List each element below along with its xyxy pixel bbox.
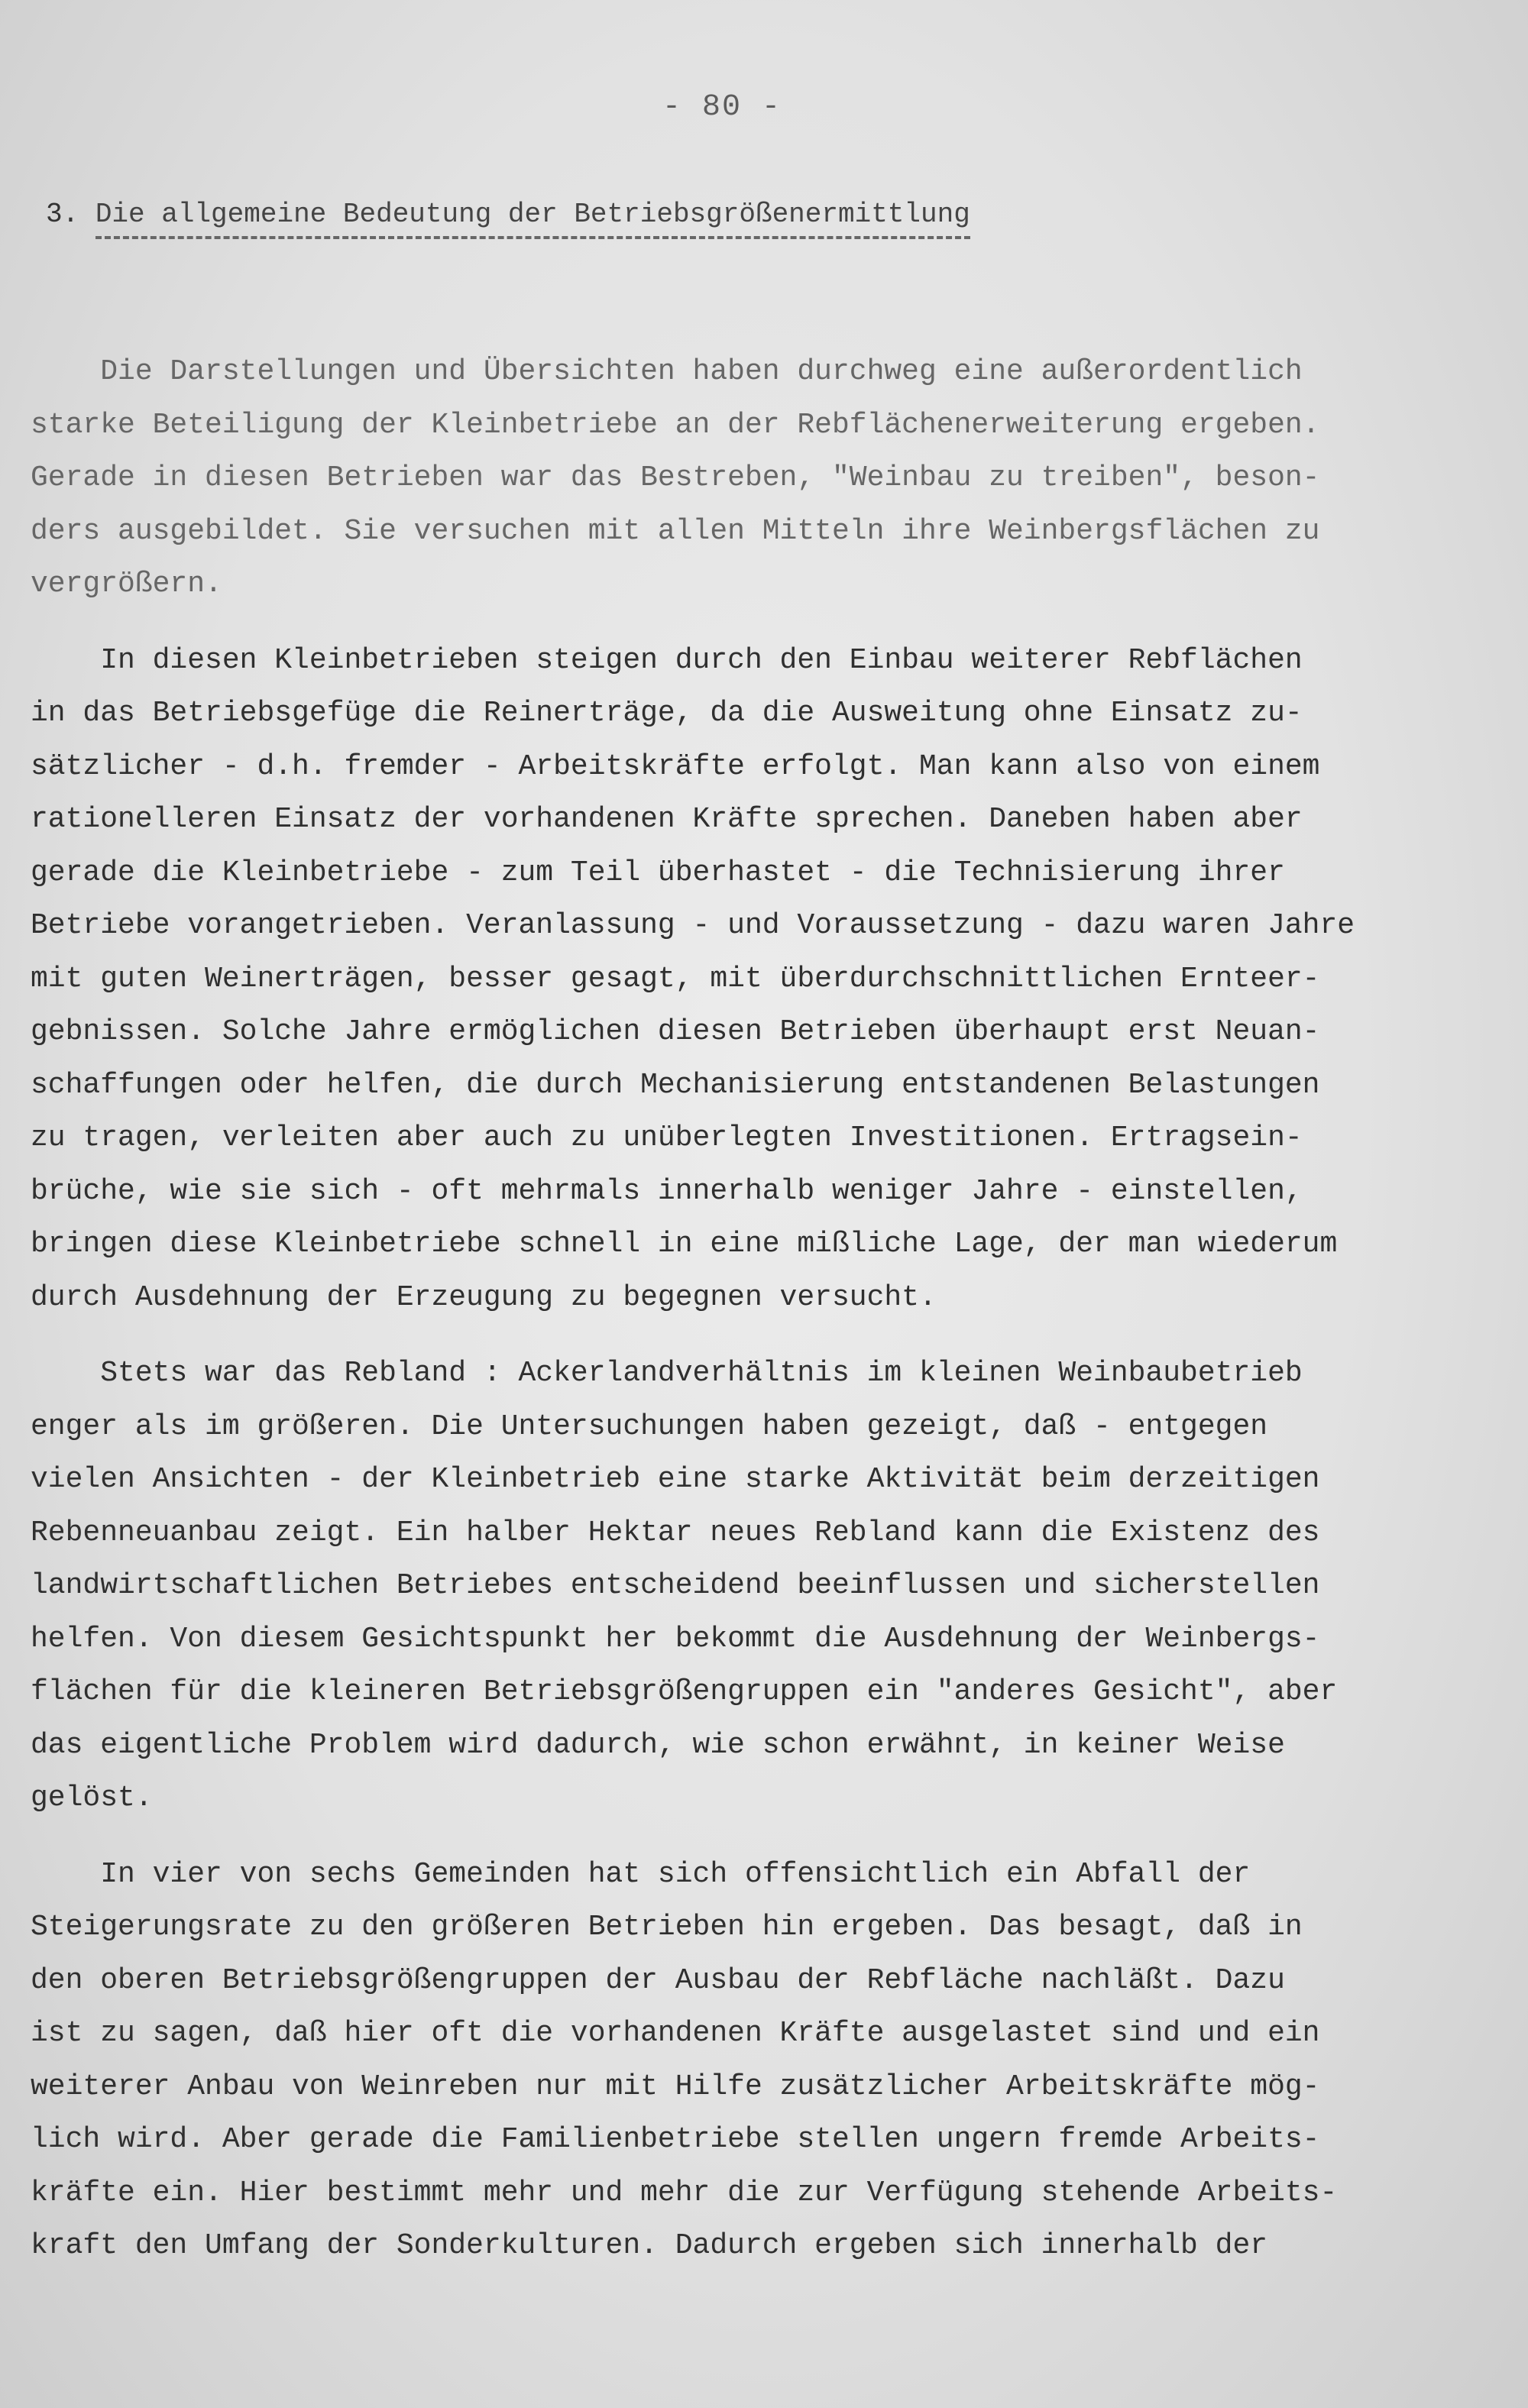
text-line: gerade die Kleinbetriebe - zum Teil überhastet - die Technisierung ihrer [31, 856, 1285, 889]
text-line: ders ausgebildet. Sie versuchen mit allen Mitteln ihre Weinbergsflächen zu [31, 514, 1320, 548]
paragraph-1 [31, 345, 1497, 611]
paragraph-3 [31, 1347, 1497, 1825]
text-line: Rebenneuanbau zeigt. Ein halber Hektar neues Rebland kann die Existenz des [31, 1516, 1320, 1549]
text-line: Steigerungsrate zu den größeren Betrieben hin ergeben. Das besagt, daß in [31, 1911, 1303, 1944]
text-line: starke Beteiligung der Kleinbetriebe an der Rebflächenerweiterung ergeben. [31, 408, 1320, 442]
text-line: ist zu sagen, daß hier oft die vorhandenen Kräfte ausgelastet sind und ein [31, 2017, 1320, 2050]
text-line: landwirtschaftlichen Betriebes entscheidend beeinflussen und sicherstellen [31, 1569, 1320, 1602]
text-line: Stets war das Rebland : Ackerlandverhältnis im kleinen Weinbaubetrieb [31, 1357, 1303, 1390]
text-line: zu tragen, verleiten aber auch zu unüberlegten Investitionen. Ertragsein- [31, 1121, 1303, 1154]
text-line: den oberen Betriebsgrößengruppen der Ausbau der Rebfläche nachläßt. Dazu [31, 1963, 1285, 1997]
text-line: in das Betriebsgefüge die Reinerträge, da die Ausweitung ohne Einsatz zu- [31, 697, 1303, 730]
text-line: das eigentliche Problem wird dadurch, wie schon erwähnt, in keiner Weise [31, 1728, 1285, 1762]
text-line: lich wird. Aber gerade die Familienbetriebe stellen ungern fremde Arbeits- [31, 2123, 1320, 2156]
text-line: bringen diese Kleinbetriebe schnell in eine mißliche Lage, der man wiederum [31, 1228, 1338, 1261]
text-line: enger als im größeren. Die Untersuchungen haben gezeigt, daß - entgegen [31, 1410, 1268, 1443]
body-text [31, 345, 1497, 2273]
section-title: Die allgemeine Bedeutung der Betriebsgrößenermittlung [96, 199, 970, 239]
text-line: sätzlicher - d.h. fremder - Arbeitskräfte erfolgt. Man kann also von einem [31, 749, 1320, 783]
text-line: schaffungen oder helfen, die durch Mechanisierung entstandenen Belastungen [31, 1068, 1320, 1102]
text-line: vielen Ansichten - der Kleinbetrieb eine starke Aktivität beim derzeitigen [31, 1463, 1320, 1496]
text-line: weiterer Anbau von Weinreben nur mit Hilfe zusätzlicher Arbeitskräfte mög- [31, 2070, 1320, 2103]
text-line: rationelleren Einsatz der vorhandenen Kräfte sprechen. Daneben haben aber [31, 803, 1303, 836]
page-number: - 80 - [662, 90, 782, 125]
text-line: Die Darstellungen und Übersichten haben durchweg eine außerordentlich [31, 355, 1303, 388]
section-heading [46, 199, 970, 230]
text-line: helfen. Von diesem Gesichtspunkt her bekommt die Ausdehnung der Weinbergs- [31, 1622, 1320, 1656]
text-line: flächen für die kleineren Betriebsgrößengruppen ein "anderes Gesicht", aber [31, 1675, 1338, 1708]
text-line: gelöst. [31, 1782, 153, 1814]
text-line: gebnissen. Solche Jahre ermöglichen diesen Betrieben überhaupt erst Neuan- [31, 1015, 1320, 1048]
paragraph-4 [31, 1848, 1497, 2273]
text-line: brüche, wie sie sich - oft mehrmals innerhalb weniger Jahre - einstellen, [31, 1174, 1303, 1208]
text-line: durch Ausdehnung der Erzeugung zu begegnen versucht. [31, 1280, 937, 1314]
text-line: vergrößern. [31, 568, 222, 600]
text-line: In vier von sechs Gemeinden hat sich offensichtlich ein Abfall der [31, 1857, 1251, 1891]
paragraph-2 [31, 634, 1497, 1325]
text-line: Gerade in diesen Betrieben war das Bestreben, "Weinbau zu treiben", beson- [31, 461, 1320, 494]
text-line: In diesen Kleinbetrieben steigen durch den Einbau weiterer Rebflächen [31, 643, 1303, 677]
text-line: mit guten Weinerträgen, besser gesagt, mit überdurchschnittlichen Ernteer- [31, 962, 1320, 995]
text-line: kraft den Umfang der Sonderkulturen. Dadurch ergeben sich innerhalb der [31, 2229, 1268, 2262]
text-line: Betriebe vorangetrieben. Veranlassung - und Voraussetzung - dazu waren Jahre [31, 909, 1355, 942]
section-number: 3. [46, 199, 79, 230]
text-line: kräfte ein. Hier bestimmt mehr und mehr die zur Verfügung stehende Arbeits- [31, 2176, 1338, 2209]
